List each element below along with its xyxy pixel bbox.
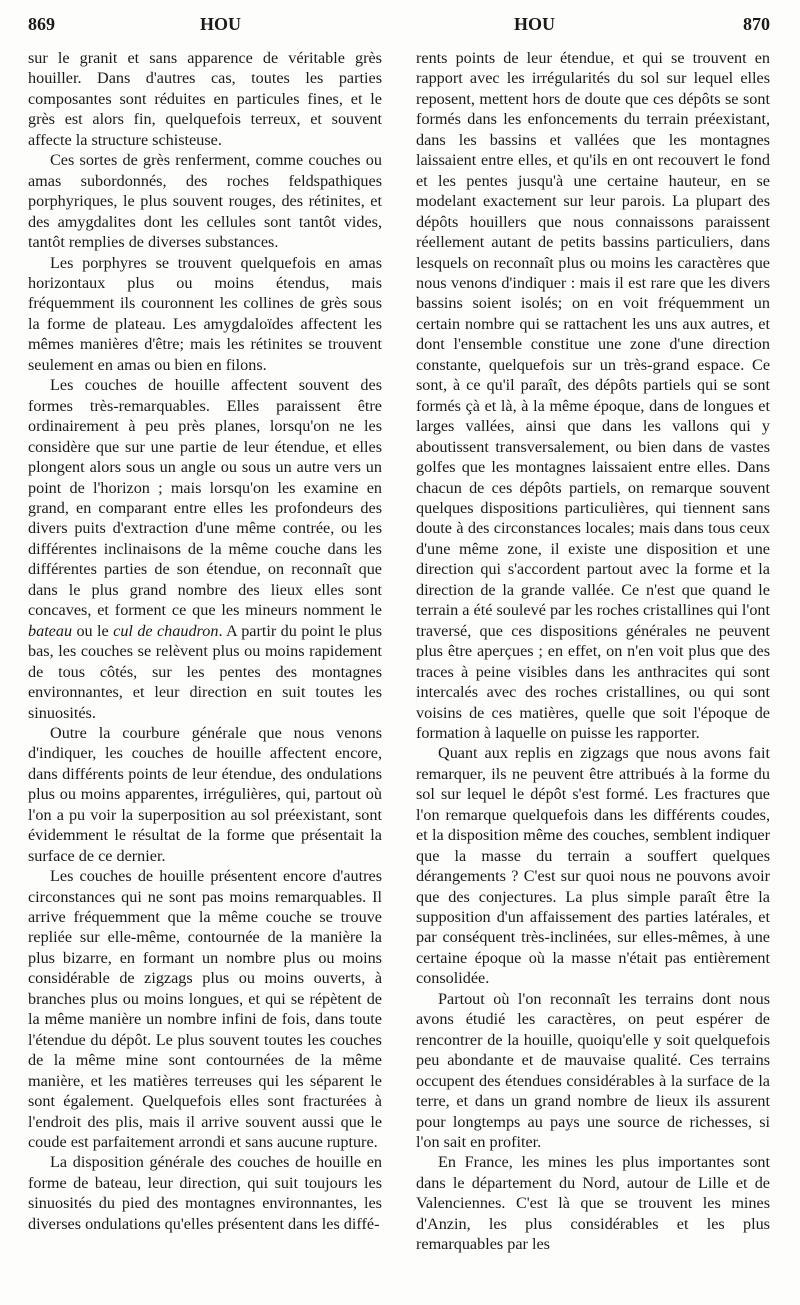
paragraph: En France, les mines les plus importantes sont dans le département du Nord, autour de Lille et de Valenciennes. C'est là que se trouvent les mines d'Anzin, les plus considérables et les plus remarquables par les bbox=[416, 1153, 770, 1254]
paragraph: La disposition générale des couches de houille en forme de bateau, leur direction, qui suit toujours les sinuosités du pied des montagnes environnantes, les diverses ondulations qu'elles présentent dans les diffé- bbox=[28, 1153, 382, 1233]
left-column bbox=[28, 48, 382, 1234]
paragraph: Ces sortes de grès renferment, comme couches ou amas subordonnés, des roches feldspathiques porphyriques, le plus souvent rouges, des rétinites, et des amygdalites dont les cellules sont tantôt vides, tantôt remplies de diverses substances. bbox=[28, 151, 382, 252]
paragraph: rents points de leur étendue, et qui se trouvent en rapport avec les irrégularités du sol sur lequel elles reposent, mettent hors de doute que ces dépôts se sont formés dans les enfoncements du terrain préexistant, dans les bassins et vallées que les montagnes laissaient entre elles, et qu'ils en ont recouvert le fond et les pentes jusqu'à une certaine hauteur, en se modelant exactement sur leur parois. La plupart des dépôts houillers que nous connaissons paraissent réellement autant de petits bassins particuliers, dans lesquels on reconnaît plus ou moins les caractères que nous venons d'indiquer : mais il est rare que les divers bassins soient isolés; on en voit fréquemment un certain nombre qui se rattachent les uns aux autres, et dont l'ensemble constitue une zone d'une direction constante, quelquefois sur un très-grand espace. Ce sont, à ce qu'il paraît, des dépôts partiels qui se sont formés çà et là, à la même époque, dans de longues et larges vallées, ainsi que dans les vallons qui y aboutissent transversalement, ou bien dans de vastes golfes que les montagnes laissaient entre elles. Dans chacun de ces dépôts partiels, on remarque souvent quelques dispositions particulières, qui tiennent sans doute à des circonstances locales; mais dans tous ceux d'une même zone, il existe une disposition et une direction qui s'accordent partout avec la forme et la direction de la grande vallée. Ce n'est que quand le terrain a été soulevé par les roches cristallines qui l'ont traversé, que ces dispositions générales ne peuvent plus être aperçues ; en effet, on n'en voit plus que des traces à peine visibles dans les anthracites qui sont intercalés avec des roches cristallines, ou qui sont voisins de ces matières, quelle que soit l'époque de formation à laquelle on puisse les rapporter. bbox=[416, 49, 770, 742]
text-run: Les couches de houille affectent souvent des formes très-remarquables. Elles paraissent être ordinairement à peu près planes, lorsqu'on ne les considère que sur une partie de leur étendue, et elles plongent alors sous un angle ou sous un autre vers un point de l'horizon ; mais lorsqu'on les examine en grand, en comparant entre elles les profondeurs des divers puits d'extraction d'une même contrée, ou les différentes inclinaisons de la même couche dans les différentes parties de son étendue, on reconnaît que dans le plus grand nombre des lieux elles sont concaves, et forment ce que les mineurs nomment le bbox=[28, 376, 382, 620]
paragraph: Les porphyres se trouvent quelquefois en amas horizontaux plus ou moins étendus, mais fréquemment ils couronnent les collines de grès sous la forme de plateau. Les amygdaloïdes affectent les mêmes manières d'être; mais les rétinites se trouvent seulement en amas ou bien en filons. bbox=[28, 253, 382, 374]
right-column bbox=[416, 48, 770, 1255]
paragraph: sur le granit et sans apparence de véritable grès houiller. Dans d'autres cas, toutes les parties composantes sont réduites en particules fines, et le grès est alors fin, quelquefois terreux, et souvent affecte la structure schisteuse. bbox=[28, 49, 382, 149]
text-run: ou le bbox=[72, 621, 114, 640]
paragraph: Quant aux replis en zigzags que nous avons fait remarquer, ils ne peuvent être attribués à la forme du sol sur lequel le dépôt s'est formé. Les fractures que l'on remarque quelquefois dans les différents coudes, et la disposition même des couches, semblent indiquer que la masse du terrain a souffert quelques dérangements ? C'est sur quoi nous ne pouvons avoir que des conjectures. La plus simple paraît être la supposition d'un affaissement des parties latérales, et par conséquent très-inclinées, sur elles-mêmes, à une certaine époque où la masse n'était pas entièrement consolidée. bbox=[416, 744, 770, 988]
italic-term: cul de chaudron bbox=[113, 621, 219, 640]
running-head bbox=[24, 14, 776, 40]
text-run: . A partir du point le plus bas, les couches se relèvent plus ou moins rapidement de tous côtés, sur les pentes des montagnes environnantes, et leur direction en suit toutes les sinuosités. bbox=[28, 621, 382, 722]
italic-term: bateau bbox=[28, 621, 73, 640]
page-number-right: 870 bbox=[743, 14, 770, 34]
running-title-left: HOU bbox=[200, 14, 242, 34]
running-title-right: HOU bbox=[514, 14, 556, 34]
page-number-left: 869 bbox=[28, 14, 55, 34]
paragraph: Partout où l'on reconnaît les terrains dont nous avons étudié les caractères, on peut espérer de rencontrer de la houille, quoiqu'elle y soit quelquefois peu abondante et de mauvaise qualité. Ces terrains occupent des étendues considérables à la surface de la terre, et dans un grand nombre de lieux ils assurent pour longtemps au pays une source de richesses, si l'on sait en profiter. bbox=[416, 989, 770, 1152]
paragraph: Outre la courbure générale que nous venons d'indiquer, les couches de houille affectent encore, dans différents points de leur étendue, des ondulations plus ou moins apparentes, irrégulières, qui, partout où l'on a pu voir la superposition au sol préexistant, sont évidemment le résultat de la forme que présentait la surface de ce dernier. bbox=[28, 723, 382, 865]
paragraph bbox=[28, 375, 382, 723]
paragraph: Les couches de houille présentent encore d'autres circonstances qui ne sont pas moins remarquables. Il arrive fréquemment que la même couche se trouve repliée sur elle-même, contournée de la manière la plus bizarre, en formant un nombre plus ou moins considérable de zigzags plus ou moins ouverts, à branches plus ou moins longues, et qui se répètent de la même manière un nombre infini de fois, dans toute l'étendue du dépôt. Le plus souvent toutes les couches de la même mine sont contournées de la même manière, et les matières terreuses qui les séparent le sont également. Quelquefois elles sont fracturées à l'endroit des plis, mais il arrive souvent aussi que le coude est parfaitement arrondi et sans aucune rupture. bbox=[28, 867, 382, 1152]
